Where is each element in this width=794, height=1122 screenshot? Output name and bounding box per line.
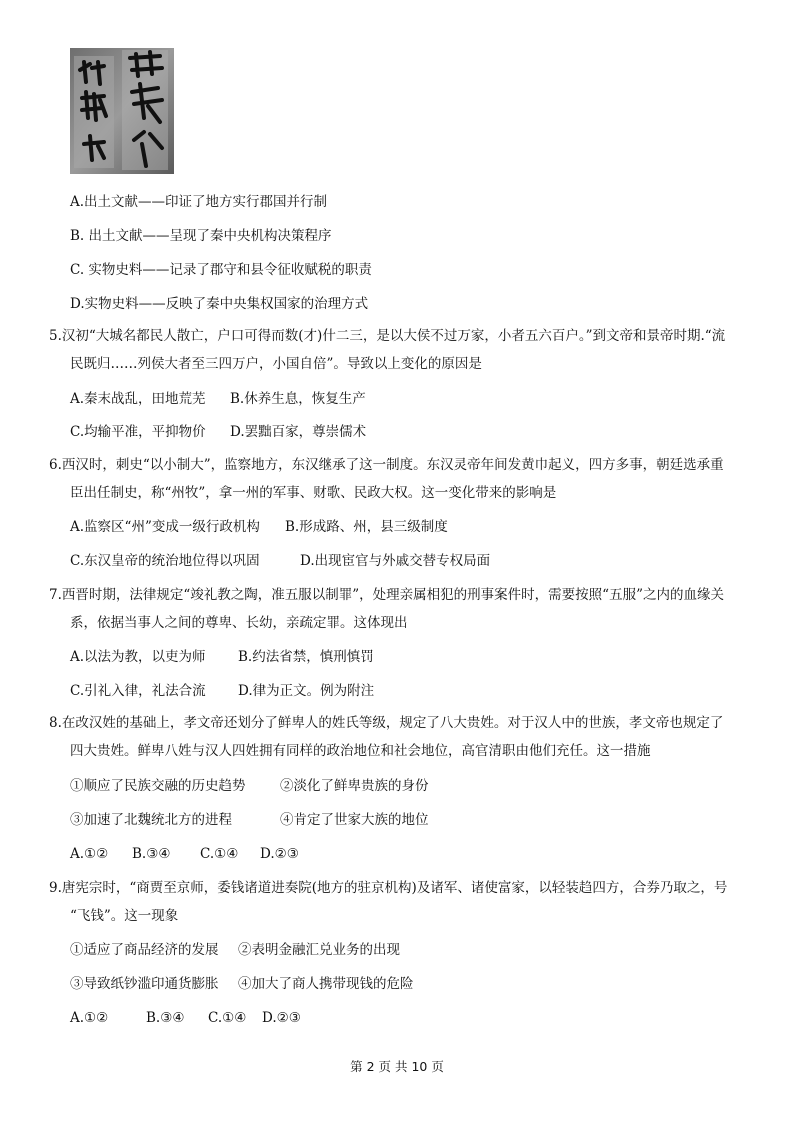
q6-option-b: B.形成路、州，县三级制度 [285,519,448,535]
q7-stem-line-2: 系，依据当事人之间的尊卑、长幼，亲疏定罪。这体现出 [70,615,408,631]
q6-option-a: A.监察区“州”变成一级行政机构 [70,519,260,535]
q5-stem-line-1: 5.汉初“大城名都民人散亡，户口可得而数(才)什二三，是以大侯不过万家，小者五六百户。”到文帝和景帝时期.“流 [49,328,726,344]
q4-option-b: B. 出土文献——呈现了秦中央机构决策程序 [70,228,332,244]
q8-item-1: ①顺应了民族交融的历史趋势 [70,778,246,794]
q5-options-row-2 [70,423,366,441]
q8-items-row-2 [70,811,429,829]
q5-stem-line-2: 民既归……列侯大者至三四万户，小国自倍”。导致以上变化的原因是 [70,356,482,372]
q9-item-3: ③导致纸钞滥印通货膨胀 [70,976,219,992]
q7-stem-line-1: 7.西晋时期，法律规定“竣礼教之陶，准五服以制罪”，处理亲属相犯的刑事案件时，需要按照“五服”之内的血缘关 [49,587,724,603]
q5-option-b: B.休养生息，恢复生产 [230,391,366,407]
q4-option-c: C. 实物史料——记录了郡守和县令征收赋税的职责 [70,262,372,278]
q9-option-b: B.③④ [146,1010,185,1026]
q8-option-b: B.③④ [132,846,171,862]
q7-option-b: B.约法省禁，慎刑慎罚 [238,649,374,665]
q7-option-c: C.引礼入律，礼法合流 [70,683,206,699]
artifact-photo [70,48,174,174]
q9-item-2: ②表明金融汇兑业务的出现 [238,942,400,958]
q8-options-row [70,845,299,863]
q8-option-c: C.①④ [200,846,239,862]
q9-stem-line-1: 9.唐宪宗时，“商贾至京师，委钱诸道进奏院(地方的驻京机构)及诸军、诸使富家，以轻装趋四方，合券乃取之，号 [49,880,728,896]
q6-option-d: D.出现宦官与外戚交替专权局面 [300,553,491,569]
q5-option-c: C.均输平准，平抑物价 [70,424,206,440]
q5-option-a: A.秦末战乱，田地荒芜 [70,391,206,407]
q8-option-a: A.①② [70,846,109,862]
q6-options-row-2 [70,552,490,570]
q6-option-c: C.东汉皇帝的统治地位得以巩固 [70,553,260,569]
q8-stem-line-2: 四大贵姓。鲜卑八姓与汉人四姓拥有同样的政治地位和社会地位，高官清职由他们充任。这一措施 [70,743,651,759]
page-number-footer: 第 2 页 共 10 页 [350,1059,444,1074]
q7-option-a: A.以法为教，以吏为师 [70,649,206,665]
q8-items-row-1 [70,777,429,795]
q9-items-row-2 [70,975,414,993]
q9-options-row [70,1009,301,1027]
bamboo-slip-image [70,48,174,174]
q9-option-c: C.①④ [208,1010,247,1026]
q9-option-d: D.②③ [262,1010,301,1026]
q6-stem-line-2: 臣出任制史，称“州牧”，拿一州的军事、财歌、民政大权。这一变化带来的影响是 [70,485,557,501]
q4-option-a: A.出土文献——印证了地方实行郡国并行制 [70,194,328,210]
q5-option-d: D.罢黜百家，尊崇儒术 [230,424,367,440]
q8-stem-line-1: 8.在改汉姓的基础上，孝文帝还划分了鲜卑人的姓氏等级，规定了八大贵姓。对于汉人中的世族，孝文帝也规定了 [49,715,724,731]
q9-option-a: A.①② [70,1010,109,1026]
q8-item-2: ②淡化了鲜卑贵族的身份 [280,778,429,794]
q9-stem-line-2: “飞钱”。这一现象 [70,908,179,924]
q9-item-1: ①适应了商品经济的发展 [70,942,219,958]
q6-stem-line-1: 6.西汉时，刺史“以小制大”，监察地方，东汉继承了这一制度。东汉灵帝年间发黄巾起义，四方多事，朝廷选承重 [49,457,724,473]
q9-items-row-1 [70,941,400,959]
q7-options-row-1 [70,648,374,666]
q7-option-d: D.律为正文。例为附注 [238,683,375,699]
q9-item-4: ④加大了商人携带现钱的危险 [238,976,414,992]
q8-item-4: ④肯定了世家大族的地位 [280,812,429,828]
q6-options-row-1 [70,518,448,536]
q7-options-row-2 [70,682,374,700]
q8-option-d: D.②③ [260,846,299,862]
q8-item-3: ③加速了北魏统北方的进程 [70,812,232,828]
q4-option-d: D.实物史料——反映了秦中央集权国家的治理方式 [70,296,369,312]
q5-options-row-1 [70,390,366,408]
